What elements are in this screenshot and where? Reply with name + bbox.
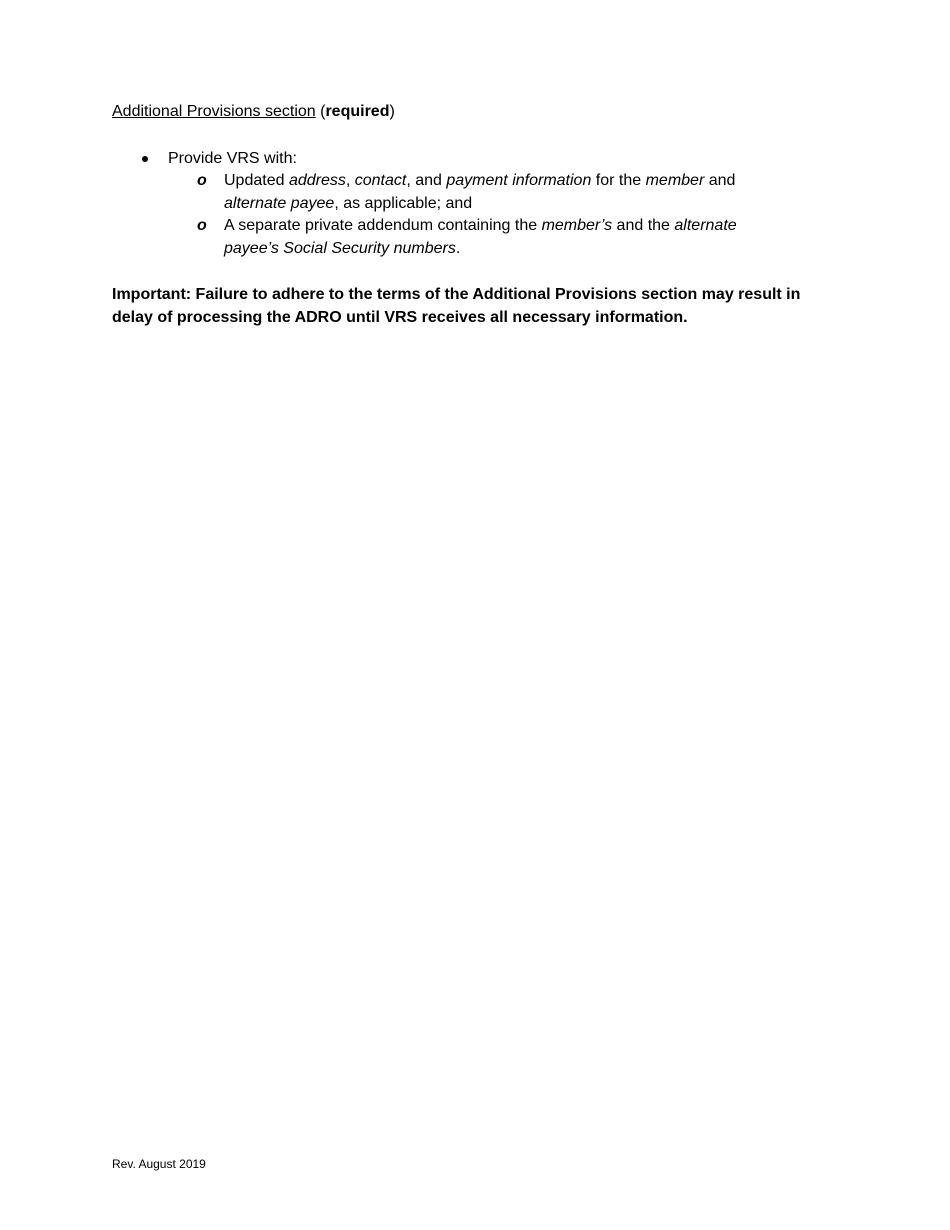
text-run: , and (406, 172, 447, 189)
italic-run: alternate payee (224, 194, 335, 212)
text-run: for the (591, 172, 646, 189)
bullet-dot-icon (142, 156, 148, 162)
section-heading-open-paren: ( (315, 103, 326, 120)
italic-run: member’s (541, 217, 613, 234)
section-heading-close-paren: ) (389, 103, 395, 120)
section-heading-required: required (325, 103, 390, 120)
text-run: A separate private addendum containing the (224, 217, 542, 234)
italic-run: address (288, 172, 346, 189)
italic-run: contact (354, 172, 407, 189)
revision-footer: Rev. August 2019 (112, 1157, 206, 1171)
bullet-text: Provide VRS with: (168, 150, 297, 167)
text-run: and the (612, 217, 675, 234)
important-notice: Important: Failure to adhere to the terms of the Additional Provisions section may result in delay of processing the ADRO until VRS receives all necessary information. (112, 286, 801, 326)
sub-bullet-icon: o (197, 172, 207, 189)
italic-run: member (645, 172, 705, 189)
section-heading (112, 101, 395, 123)
section-heading-title: Additional Provisions section (112, 103, 316, 120)
text-run: and (704, 172, 736, 189)
italic-run: payment information (446, 172, 592, 189)
text-run: . (455, 239, 461, 257)
text-run: Updated (224, 172, 289, 189)
sub-item-text (224, 170, 794, 215)
sub-item-text (224, 215, 794, 260)
text-run: , as applicable; and (334, 194, 473, 212)
text-run: , (345, 172, 355, 189)
sub-bullet-icon: o (197, 217, 207, 234)
italic-run: alternate payee’s Social Security numbers (224, 217, 737, 257)
